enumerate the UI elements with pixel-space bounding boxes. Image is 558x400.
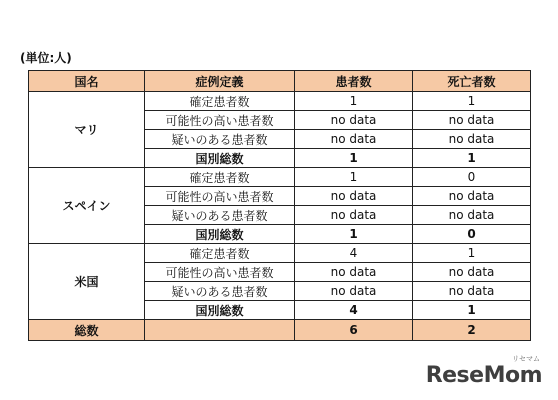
definition-cell: 疑いのある患者数	[145, 206, 295, 225]
logo-kana: リセマム	[512, 355, 540, 363]
patients-cell: 1	[295, 225, 413, 244]
definition-cell: 国別総数	[145, 301, 295, 320]
deaths-cell: no data	[413, 206, 531, 225]
deaths-cell: 1	[413, 149, 531, 168]
patients-cell: no data	[295, 111, 413, 130]
country-name: マリ	[29, 92, 145, 168]
header-country: 国名	[29, 71, 145, 92]
country-name: スペイン	[29, 168, 145, 244]
table-row	[29, 92, 531, 111]
definition-cell: 国別総数	[145, 149, 295, 168]
definition-cell: 確定患者数	[145, 168, 295, 187]
deaths-cell: no data	[413, 130, 531, 149]
definition-cell: 可能性の高い患者数	[145, 263, 295, 282]
table-row	[29, 244, 531, 263]
deaths-cell: 0	[413, 168, 531, 187]
definition-cell: 確定患者数	[145, 92, 295, 111]
deaths-cell: 1	[413, 244, 531, 263]
header-patients: 患者数	[295, 71, 413, 92]
definition-cell: 可能性の高い患者数	[145, 111, 295, 130]
grand-total-deaths: 2	[413, 320, 531, 341]
country-name: 米国	[29, 244, 145, 320]
grand-total-label: 総数	[29, 320, 145, 341]
grand-total-patients: 6	[295, 320, 413, 341]
patients-cell: no data	[295, 263, 413, 282]
resemom-logo	[425, 355, 542, 388]
patients-cell: 4	[295, 244, 413, 263]
deaths-cell: no data	[413, 187, 531, 206]
unit-note: (単位:人)	[20, 51, 72, 65]
deaths-cell: 0	[413, 225, 531, 244]
header-definition: 症例定義	[145, 71, 295, 92]
case-table	[28, 70, 531, 341]
patients-cell: no data	[295, 282, 413, 301]
header-deaths: 死亡者数	[413, 71, 531, 92]
definition-cell: 疑いのある患者数	[145, 282, 295, 301]
deaths-cell: no data	[413, 263, 531, 282]
definition-cell: 国別総数	[145, 225, 295, 244]
deaths-cell: 1	[413, 301, 531, 320]
table-body	[29, 92, 531, 320]
patients-cell: no data	[295, 187, 413, 206]
patients-cell: no data	[295, 206, 413, 225]
patients-cell: no data	[295, 130, 413, 149]
grand-total-definition	[145, 320, 295, 341]
header-row	[29, 71, 531, 92]
definition-cell: 可能性の高い患者数	[145, 187, 295, 206]
patients-cell: 4	[295, 301, 413, 320]
patients-cell: 1	[295, 149, 413, 168]
grand-total-row	[29, 320, 531, 341]
definition-cell: 疑いのある患者数	[145, 130, 295, 149]
definition-cell: 確定患者数	[145, 244, 295, 263]
deaths-cell: no data	[413, 111, 531, 130]
deaths-cell: no data	[413, 282, 531, 301]
table-row	[29, 168, 531, 187]
logo-text: ReseMom	[425, 363, 542, 388]
deaths-cell: 1	[413, 92, 531, 111]
patients-cell: 1	[295, 92, 413, 111]
patients-cell: 1	[295, 168, 413, 187]
